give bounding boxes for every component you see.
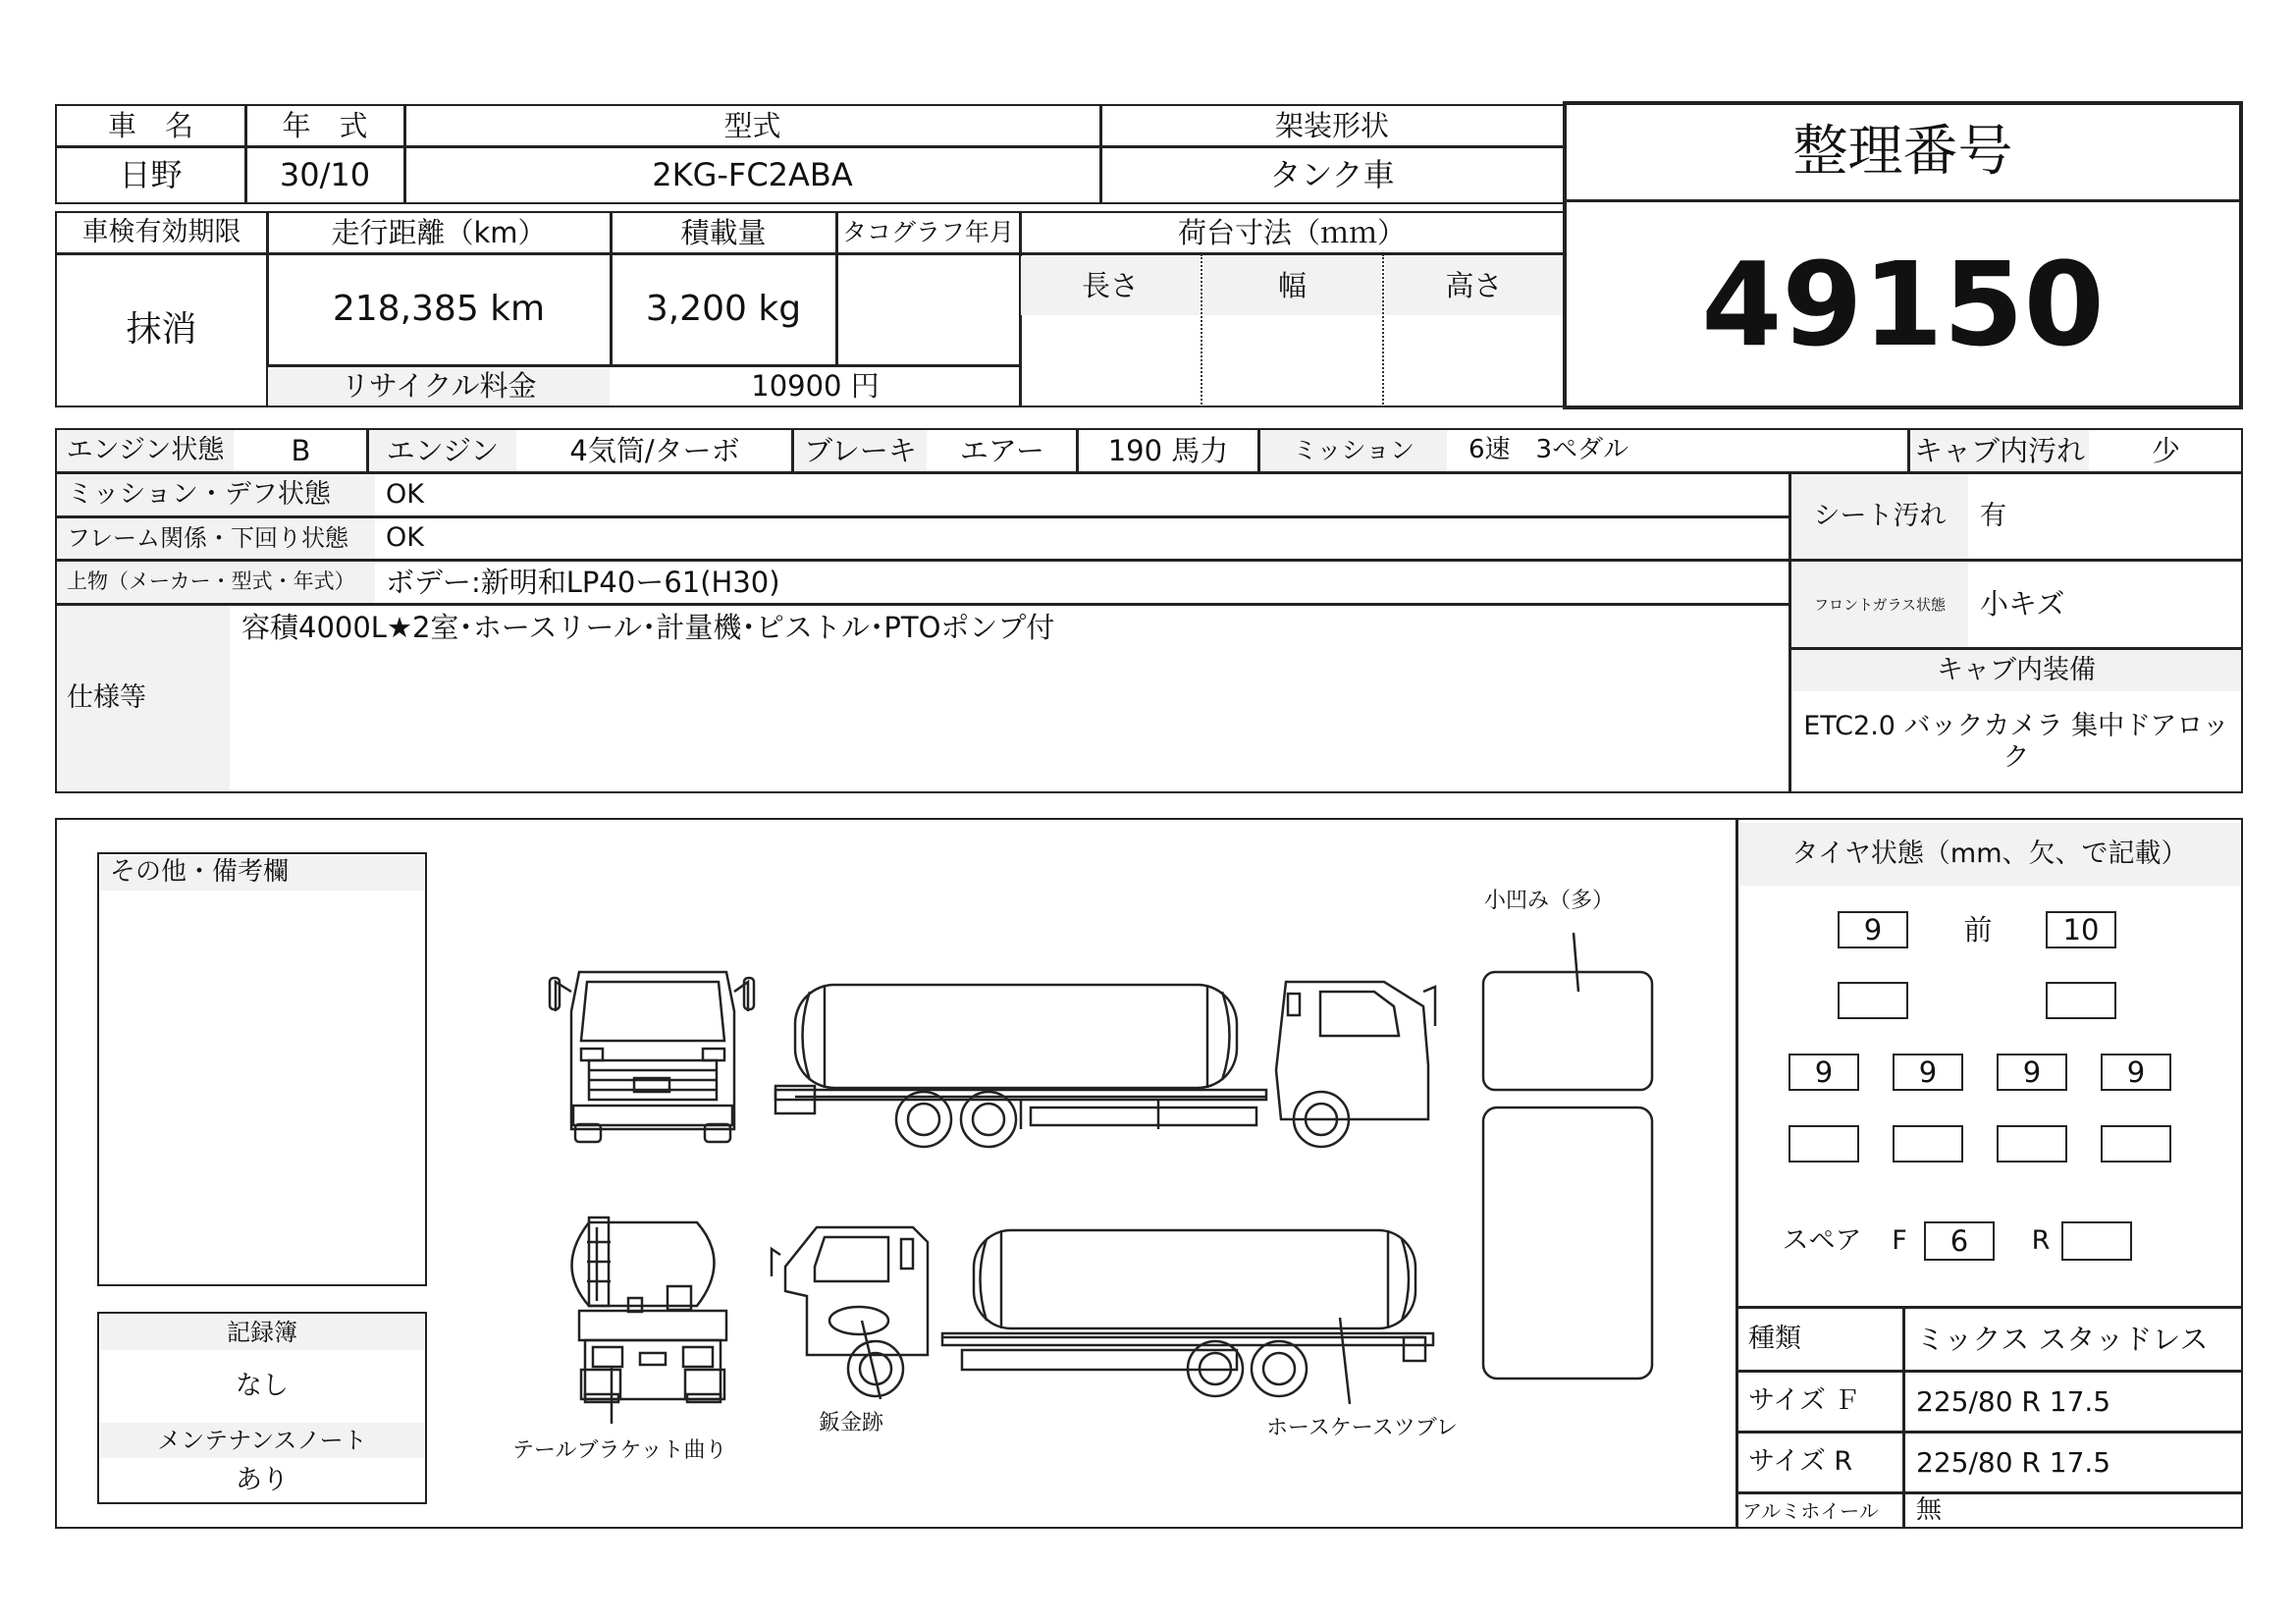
cab-equip-label: キャブ内装備 xyxy=(1791,650,2241,691)
glass-label: フロントガラス状態 xyxy=(1791,562,1968,647)
tire-front-right-extra xyxy=(2046,982,2116,1019)
mission-diff: OK xyxy=(386,478,424,510)
truck-side-view-left xyxy=(772,1227,1433,1396)
hose-case-annotation: ホースケースツブレ xyxy=(1266,1416,1458,1440)
spec: 容積4000L★2室･ホースリール･計量機･ピストル･PTOポンプ付 xyxy=(241,610,1055,644)
frame: OK xyxy=(386,522,424,554)
tire-rear-inner-3 xyxy=(1997,1125,2067,1163)
cab-equip: ETC2.0 バックカメラ 集中ドアロック xyxy=(1803,710,2229,773)
mileage: 218,385 km xyxy=(332,289,546,330)
recycle: 10900 円 xyxy=(751,369,880,404)
ref-number: 49150 xyxy=(1701,236,2105,372)
body-type: タンク車 xyxy=(1269,155,1395,193)
tire-front-left-extra xyxy=(1838,982,1908,1019)
brake-label: ブレーキ xyxy=(794,430,927,471)
seat: 有 xyxy=(1980,500,2006,531)
upper-label: 上物（メーカー・型式・年式） xyxy=(57,562,375,603)
ref-label: 整理番号 xyxy=(1792,120,2013,185)
tire-title: タイヤ状態（mm、欠、で記載） xyxy=(1739,823,2240,886)
kind: ミックス スタッドレス xyxy=(1916,1322,2209,1356)
year: 30/10 xyxy=(279,155,371,193)
tire-rear-4: 9 xyxy=(2101,1054,2171,1091)
upper: ボデー:新明和LP40ー61(H30) xyxy=(386,565,780,599)
cab-dirt-label: キャブ内汚れ xyxy=(1910,430,2089,471)
cab-dirt: 少 xyxy=(2151,433,2180,467)
truck-side-view-right xyxy=(775,982,1435,1147)
engine-cond: B xyxy=(291,433,311,467)
size-f: 225/80 R 17.5 xyxy=(1916,1384,2111,1418)
inspection-label: 車検有効期限 xyxy=(81,216,241,247)
other-notes-label: その他・備考欄 xyxy=(100,855,424,891)
model: 2KG-FC2ABA xyxy=(652,155,853,193)
kind-label: 種類 xyxy=(1748,1323,1801,1354)
inspection: 抹消 xyxy=(126,309,197,351)
load: 3,200 kg xyxy=(645,289,802,330)
tacho-label: タコグラフ年月 xyxy=(841,218,1014,246)
mileage-label: 走行距離（km） xyxy=(331,215,547,249)
width-label: 幅 xyxy=(1203,256,1381,315)
load-label: 積載量 xyxy=(680,215,767,249)
engine: 4気筒/ターボ xyxy=(569,433,740,467)
maint: あり xyxy=(236,1464,289,1495)
spec-label: 仕様等 xyxy=(57,606,230,791)
brake: エアー xyxy=(959,433,1045,467)
spare-label: スペア xyxy=(1782,1224,1862,1256)
maint-label: メンテナンスノート xyxy=(100,1423,424,1458)
tail-annotation: テールブラケット曲り xyxy=(512,1438,727,1463)
body-type-label: 架装形状 xyxy=(1274,108,1389,142)
engine-cond-label: エンジン状態 xyxy=(57,430,234,471)
size-f-label: サイズ Ｆ xyxy=(1748,1385,1861,1417)
cargo-label: 荷台寸法（ｍｍ） xyxy=(1177,215,1406,249)
sheet-metal-annotation: 鈑金跡 xyxy=(819,1411,884,1435)
model-label: 型式 xyxy=(723,108,781,142)
frame-label: フレーム関係・下回り状態 xyxy=(57,518,375,559)
tire-rear-3: 9 xyxy=(1997,1054,2067,1091)
alu: 無 xyxy=(1916,1494,1943,1525)
recycle-label: リサイクル料金 xyxy=(268,367,610,406)
engine-label: エンジン xyxy=(369,430,516,471)
tire-rear-2: 9 xyxy=(1893,1054,1963,1091)
height-label: 高さ xyxy=(1385,256,1563,315)
spare-r-label: R xyxy=(2031,1224,2051,1256)
truck-rear-view xyxy=(572,1217,727,1402)
record: なし xyxy=(236,1370,289,1401)
tire-rear-inner-1 xyxy=(1789,1125,1859,1163)
alu-label: アルミホイール xyxy=(1742,1498,1879,1523)
car-name: 日野 xyxy=(119,155,183,193)
tire-front-right: 10 xyxy=(2046,911,2116,948)
truck-top-view-body xyxy=(1483,1108,1652,1379)
tire-rear-inner-2 xyxy=(1893,1125,1963,1163)
year-label: 年 式 xyxy=(282,108,368,142)
size-r: 225/80 R 17.5 xyxy=(1916,1445,2111,1479)
dent-annotation: 小凹み（多） xyxy=(1484,889,1615,913)
horsepower: 190 馬力 xyxy=(1107,433,1229,467)
record-label: 記録簿 xyxy=(100,1315,424,1350)
size-r-label: サイズ R xyxy=(1748,1446,1853,1478)
glass: 小キズ xyxy=(1980,587,2065,622)
mission-label: ミッション xyxy=(1260,430,1447,471)
truck-front-view xyxy=(550,972,754,1142)
seat-label: シート汚れ xyxy=(1791,474,1968,559)
tire-front-left: 9 xyxy=(1838,911,1908,948)
spare-f-label: F xyxy=(1892,1224,1907,1256)
tire-rear-inner-4 xyxy=(2101,1125,2171,1163)
car-name-label: 車 名 xyxy=(107,108,193,142)
spare-r xyxy=(2061,1221,2132,1261)
tire-rear-1: 9 xyxy=(1789,1054,1859,1091)
spare-f: 6 xyxy=(1924,1221,1995,1261)
length-label: 長さ xyxy=(1021,256,1200,315)
mission-diff-label: ミッション・デフ状態 xyxy=(57,474,375,515)
truck-top-view-cab xyxy=(1483,972,1652,1090)
front-label: 前 xyxy=(1963,912,1993,947)
mission: 6速 3ペダル xyxy=(1468,435,1629,465)
